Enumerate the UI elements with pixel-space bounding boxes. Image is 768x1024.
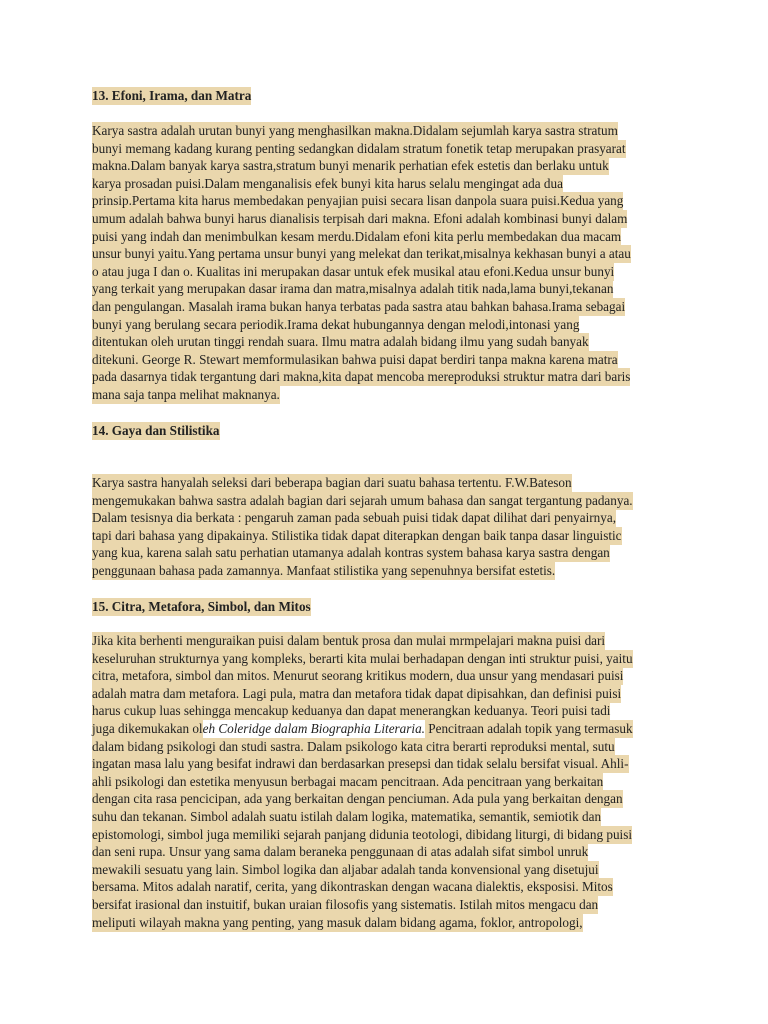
text-line: [92, 562, 676, 580]
text-span: makna.Dalam banyak karya sastra,stratum bunyi menarik perhatian efek estetis dan berlaku untuk: [92, 158, 609, 174]
text-line: [92, 333, 676, 351]
text-span: mana saja tanpa melihat maknanya.: [92, 386, 280, 402]
text-line: [92, 702, 676, 720]
text-line: [92, 228, 676, 246]
text-span: bunyi yang berulang secara periodik.Irama dekat hubungannya dengan melodi,intonasi yang: [92, 316, 580, 332]
text-line: [92, 527, 676, 545]
text-line: [92, 878, 676, 896]
text-line: [92, 351, 676, 369]
text-span: yang kua, karena salah satu perhatian utamanya adalah kontras system bahasa karya sastra dengan: [92, 545, 610, 561]
text-span: yang terkait yang merupakan dasar irama dan matra,misalnya adalah titik nada,lama bunyi,tekanan: [92, 281, 614, 297]
section-14-paragraph: [92, 474, 676, 580]
text-span: bersama. Mitos adalah naratif, cerita, yang dikontraskan dengan wacana dialektis, eksposisi. Mitos: [92, 879, 613, 895]
text-line: [92, 861, 676, 879]
text-span: Karya sastra hanyalah seleksi dari beberapa bagian dari suatu bahasa tertentu. F.W.Bateson: [92, 475, 572, 490]
section-15-paragraph: [92, 632, 676, 931]
text-span: keseluruhan strukturnya yang kompleks, berarti kita mulai berhadapan dengan inti struktur puisi, yaitu: [92, 650, 633, 666]
text-line: [92, 316, 676, 334]
text-span: tapi dari bahasa yang dipakainya. Stilistika tidak dapat diterapkan dengan baik tanpa dasar linguistic: [92, 527, 622, 543]
text-span: puisi yang indah dan menimbulkan kesam merdu.Didalam efoni kita perlu membedakan dua macam: [92, 228, 622, 244]
text-span: ingatan masa lalu yang besifat indrawi dan berdasarkan presepsi dan tidak selalu bersifat visual. Ahli-: [92, 756, 629, 772]
text-span: Karya sastra adalah urutan bunyi yang menghasilkan makna.Didalam sejumlah karya sastra stratum: [92, 123, 618, 138]
text-span: Dalam tesisnya dia berkata : pengaruh zaman pada sebuah puisi tidak dapat dilihat dari penyairnya,: [92, 510, 617, 526]
text-line: [92, 245, 676, 263]
text-line: [92, 192, 676, 210]
text-span: umum adalah bahwa bunyi harus dianalisis terpisah dari makna. Efoni adalah kombinasi bunyi dalam: [92, 210, 628, 226]
text-line: [92, 667, 676, 685]
text-span: dengan cita rasa pencicipan, ada yang berkaitan dengan penciuman. Ada pula yang berkaitan dengan: [92, 791, 623, 807]
text-span: ditentukan oleh urutan tinggi rendah suara. Ilmu matra adalah bidang ilmu yang sudah banyak: [92, 334, 589, 350]
text-span: ahli psikologi dan estetika menyusun berbagai macam pencitraan. Ada pencitraan yang berkaitan: [92, 773, 604, 789]
text-line: [92, 263, 676, 281]
text-line: [92, 632, 676, 650]
text-span: ditekuni. George R. Stewart memformulasikan bahwa puisi dapat berdiri tanpa makna karena matra: [92, 351, 618, 367]
text-span: epistomologi, simbol juga memiliki sejarah panjang didunia teotologi, dibidang liturgi, di bidang puisi: [92, 826, 633, 842]
text-line: [92, 140, 676, 158]
italic-citation: eh Coleridge dalam Biographia Literaria.: [202, 720, 425, 736]
text-line: [92, 685, 676, 703]
text-line: [92, 843, 676, 861]
text-line: [92, 175, 676, 193]
text-line: [92, 157, 676, 175]
text-span: meliputi wilayah makna yang penting, yang masuk dalam bidang agama, foklor, antropologi,: [92, 914, 583, 930]
text-span: karya prosadan puisi.Dalam menganalisis efek bunyi kita harus selalu mengingat ada dua: [92, 175, 563, 191]
text-line: [92, 122, 676, 140]
text-line: [92, 210, 676, 228]
text-span: citra, metafora, simbol dan mitos. Menurut seorang kritikus modern, dua unsur yang mendasari puisi: [92, 668, 624, 684]
text-line: [92, 298, 676, 316]
text-span: dan seni rupa. Unsur yang sama dalam beraneka penggunaan di atas adalah sifat simbol unruk: [92, 844, 589, 860]
text-line: [92, 368, 676, 386]
text-span: Pencitraan adalah topik yang termasuk: [424, 720, 633, 736]
text-line: [92, 386, 676, 404]
text-line: [92, 914, 676, 932]
text-line: [92, 280, 676, 298]
text-line: [92, 509, 676, 527]
text-span: bunyi memang kadang kurang penting sedangkan didalam stratum fonetik tetap merupakan prasyarat: [92, 140, 626, 156]
text-span: unsur bunyi yaitu.Yang pertama unsur bunyi yang melekat dan terikat,misalnya kekhasan bunyi a atau: [92, 246, 631, 262]
text-span: prinsip.Pertama kita harus membedakan penyajian puisi secara lisan danpola suara puisi.Kedua yang: [92, 193, 624, 209]
text-span: Jika kita berhenti menguraikan puisi dalam bentuk prosa dan mulai mrmpelajari makna puisi dari: [92, 633, 606, 648]
text-line: [92, 474, 676, 492]
text-line: [92, 790, 676, 808]
text-span: dan pengulangan. Masalah irama bukan hanya terbatas pada sastra atau bahkan bahasa.Irama sebagai: [92, 298, 626, 314]
text-span: dalam bidang psikologi dan studi sastra. Dalam psikologo kata citra berarti reproduksi mental, sutu: [92, 738, 615, 754]
text-span: mewakili sesuatu yang lain. Simbol logika dan aljabar adalah tanda konvensional yang disetujui: [92, 861, 599, 877]
text-span: suhu dan tekanan. Simbol adalah suatu istilah dalam logika, matematika, semantik, semiotik dan: [92, 808, 602, 824]
text-line: [92, 738, 676, 756]
text-line: [92, 492, 676, 510]
text-line: [92, 650, 676, 668]
text-line: [92, 826, 676, 844]
text-line: [92, 808, 676, 826]
text-span: bersifat irasional dan instuitif, bukan uraian filosofis yang sistematis. Istilah mitos mengacu dan: [92, 896, 599, 912]
text-line: [92, 755, 676, 773]
text-span: o atau juga I dan o. Kualitas ini merupakan dasar untuk efek musikal atau efoni.Kedua unsur bunyi: [92, 263, 615, 279]
text-span: adalah matra dam metafora. Lagi pula, matra dan metafora tidak dapat dipisahkan, dan definisi puisi: [92, 685, 622, 701]
section-15-heading: 15. Citra, Metafora, Simbol, dan Mitos: [92, 599, 311, 614]
text-line: [92, 720, 676, 738]
section-13-paragraph: [92, 122, 676, 404]
text-span: harus cukup luas sehingga mencakup keduanya dan dapat menerangkan keduanya. Teori puisi tadi: [92, 703, 611, 719]
section-13-heading: 13. Efoni, Irama, dan Matra: [92, 88, 252, 103]
text-span: penggunaan bahasa pada zamannya. Manfaat stilistika yang sepenuhnya bersifat estetis.: [92, 562, 556, 578]
text-line: [92, 896, 676, 914]
text-line: [92, 544, 676, 562]
text-span: juga dikemukakan ol: [92, 720, 203, 736]
section-14-heading: 14. Gaya dan Stilistika: [92, 423, 220, 438]
text-span: mengemukakan bahwa sastra adalah bagian dari sejarah umum bahasa dan sangat tergantung padanya.: [92, 492, 633, 508]
text-span: pada dasarnya tidak tergantung dari makna,kita dapat mencoba mereproduksi struktur matra dari baris: [92, 369, 631, 385]
text-line: [92, 773, 676, 791]
